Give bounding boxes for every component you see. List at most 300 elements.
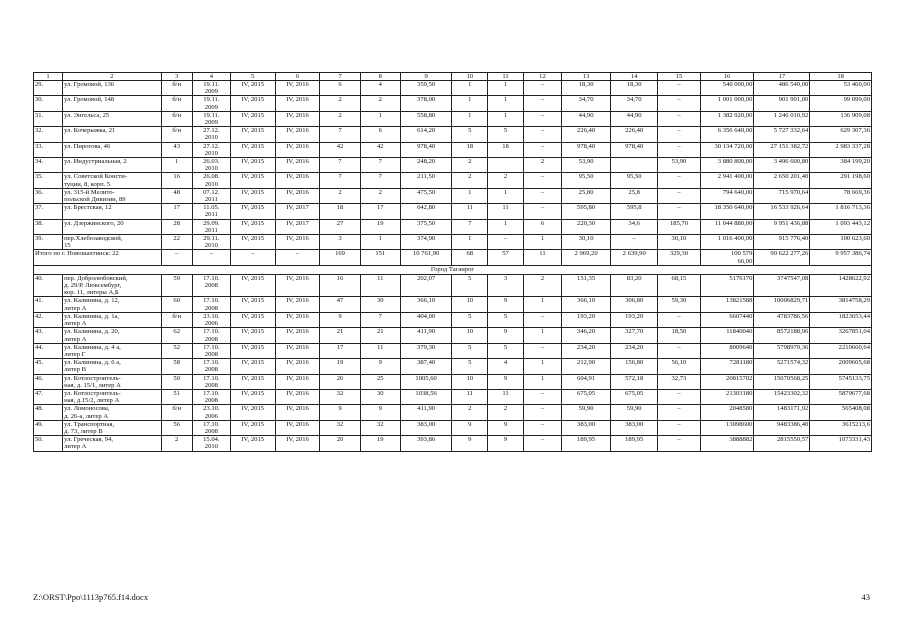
table-cell: –: [658, 420, 701, 435]
total-value-cell: 329,30: [658, 250, 701, 265]
table-cell: 15.04. 2010: [192, 436, 230, 451]
table-cell: 5: [488, 343, 524, 358]
table-cell: 23.10. 2006: [192, 312, 230, 327]
table-cell: 404,00: [400, 312, 451, 327]
table-cell: IV, 2016: [275, 312, 320, 327]
address-cell: ул. Пирогова, 46: [63, 142, 161, 157]
table-row: [34, 96, 872, 111]
table-cell: 59: [161, 274, 192, 297]
table-cell: 11 044 880,00: [700, 219, 754, 234]
table-cell: 41.: [34, 297, 63, 312]
table-cell: 30,10: [561, 235, 610, 250]
table-cell: 16 533 926,64: [754, 204, 810, 219]
table-cell: IV, 2015: [230, 142, 275, 157]
table-cell: 978,40: [611, 142, 658, 157]
table-cell: 220,30: [561, 219, 610, 234]
table-cell: 1: [523, 235, 561, 250]
table-cell: 383,00: [611, 420, 658, 435]
table-cell: 1: [452, 188, 488, 203]
table-cell: 379,30: [400, 343, 451, 358]
table-cell: 19: [360, 219, 400, 234]
table-cell: 2: [523, 274, 561, 297]
table-cell: 32: [360, 420, 400, 435]
table-cell: 234,20: [611, 343, 658, 358]
table-cell: 6607440: [700, 312, 754, 327]
table-cell: 5: [452, 312, 488, 327]
table-cell: 7: [360, 158, 400, 173]
table-cell: 5 727 332,64: [754, 127, 810, 142]
table-cell: 375,50: [400, 219, 451, 234]
table-cell: IV, 2016: [275, 359, 320, 374]
table-row: [34, 235, 872, 250]
table-cell: 30,10: [658, 235, 701, 250]
table-cell: 18,30: [611, 81, 658, 96]
table-cell: IV, 2017: [275, 204, 320, 219]
table-cell: IV, 2015: [230, 374, 275, 389]
table-cell: 9: [320, 312, 360, 327]
table-cell: –: [658, 142, 701, 157]
table-row: [34, 312, 872, 327]
table-cell: 1: [488, 81, 524, 96]
table-cell: 19.11. 2009: [192, 111, 230, 126]
table-cell: б/н: [161, 81, 192, 96]
table-cell: 17: [360, 204, 400, 219]
table-cell: 2 650 201,40: [754, 173, 810, 188]
table-cell: IV, 2015: [230, 235, 275, 250]
table-cell: 25: [360, 374, 400, 389]
table-cell: 13821588: [700, 297, 754, 312]
table-cell: 26.03. 2010: [192, 158, 230, 173]
table-cell: 486 540,00: [754, 81, 810, 96]
column-number-cell: 10: [452, 73, 488, 81]
table-cell: 56: [161, 420, 192, 435]
table-cell: 33.: [34, 142, 63, 157]
table-cell: 17.10. 2008: [192, 297, 230, 312]
column-number-cell: 11: [488, 73, 524, 81]
table-cell: –: [523, 142, 561, 157]
table-cell: 30.: [34, 96, 63, 111]
table-cell: 9: [488, 328, 524, 343]
table-cell: 9: [488, 374, 524, 389]
table-cell: 1: [488, 219, 524, 234]
table-cell: 42: [320, 142, 360, 157]
total-value-cell: –: [275, 250, 320, 265]
table-cell: 1483171,92: [754, 405, 810, 420]
document-table-container: [33, 72, 872, 452]
address-cell: ул. Энгельса, 25: [63, 111, 161, 126]
table-cell: 8572188,96: [754, 328, 810, 343]
column-number-cell: 7: [320, 73, 360, 81]
table-cell: 11: [488, 204, 524, 219]
table-cell: 1: [452, 235, 488, 250]
table-cell: 51: [161, 389, 192, 404]
total-value-cell: 169: [320, 250, 360, 265]
table-row: [34, 158, 872, 173]
address-cell: ул. Калинина, д. 20, литер А: [63, 328, 161, 343]
table-cell: IV, 2017: [275, 219, 320, 234]
table-cell: 100 623,60: [810, 235, 872, 250]
table-cell: 29.09. 2011: [192, 219, 230, 234]
table-cell: 2210660,64: [810, 343, 872, 358]
table-cell: 29.: [34, 81, 63, 96]
table-cell: 9: [320, 405, 360, 420]
address-cell: ул. Котлостроитель- ная, д. 15/1, литер А: [63, 374, 161, 389]
total-value-cell: 100 579 66,00: [700, 250, 754, 265]
table-cell: 18,30: [561, 81, 610, 96]
table-cell: IV, 2016: [275, 158, 320, 173]
table-cell: 38.: [34, 219, 63, 234]
section-title: Город Таганрог: [34, 265, 872, 274]
table-cell: 2815550,57: [754, 436, 810, 451]
total-row: [34, 250, 872, 265]
table-cell: 27.12. 2010: [192, 142, 230, 157]
table-cell: 1: [488, 96, 524, 111]
table-cell: –: [523, 343, 561, 358]
table-cell: 28: [161, 219, 192, 234]
table-cell: 5: [452, 343, 488, 358]
table-cell: 595,80: [561, 204, 610, 219]
table-cell: 1: [523, 297, 561, 312]
table-cell: 383,00: [561, 420, 610, 435]
table-cell: 17.10. 2008: [192, 328, 230, 343]
table-cell: 20: [320, 436, 360, 451]
table-cell: 21: [360, 328, 400, 343]
table-cell: IV, 2015: [230, 96, 275, 111]
address-cell: ул. Громовой, 148: [63, 96, 161, 111]
table-cell: IV, 2016: [275, 328, 320, 343]
column-number-cell: 13: [561, 73, 610, 81]
table-cell: –: [523, 96, 561, 111]
table-cell: 10006829,71: [754, 297, 810, 312]
table-cell: 2: [320, 96, 360, 111]
table-cell: 291 198,60: [810, 173, 872, 188]
table-cell: 25,8: [611, 188, 658, 203]
table-cell: 614,20: [400, 127, 451, 142]
table-cell: 306,80: [611, 297, 658, 312]
table-cell: IV, 2015: [230, 127, 275, 142]
table-cell: 374,90: [400, 235, 451, 250]
table-cell: 1: [488, 111, 524, 126]
table-cell: 19.11. 2009: [192, 81, 230, 96]
table-cell: 17.10. 2008: [192, 274, 230, 297]
table-cell: 53,90: [561, 158, 610, 173]
table-cell: IV, 2015: [230, 328, 275, 343]
table-cell: 47.: [34, 389, 63, 404]
total-value-cell: –: [230, 250, 275, 265]
address-cell: ул. Советской Консти- туции, 8, корп. 5: [63, 173, 161, 188]
table-cell: IV, 2016: [275, 96, 320, 111]
table-cell: 3: [320, 235, 360, 250]
table-cell: 8009640: [700, 343, 754, 358]
table-cell: 6: [360, 127, 400, 142]
table-cell: 32.: [34, 127, 63, 142]
table-cell: 2: [523, 158, 561, 173]
column-number-cell: 12: [523, 73, 561, 81]
table-cell: 3267851,04: [810, 328, 872, 343]
table-row: [34, 127, 872, 142]
table-cell: IV, 2015: [230, 420, 275, 435]
table-cell: 17: [320, 343, 360, 358]
column-number-cell: 4: [192, 73, 230, 81]
table-cell: 44,90: [561, 111, 610, 126]
total-value-cell: 11: [523, 250, 561, 265]
table-cell: IV, 2015: [230, 158, 275, 173]
table-cell: 1: [452, 111, 488, 126]
table-row: [34, 405, 872, 420]
table-cell: 2009605,68: [810, 359, 872, 374]
housing-program-table: [33, 72, 872, 452]
table-cell: IV, 2016: [275, 111, 320, 126]
table-cell: IV, 2016: [275, 374, 320, 389]
table-cell: 36.: [34, 188, 63, 203]
table-cell: IV, 2015: [230, 359, 275, 374]
address-cell: пер.Хлебозаводской, 15: [63, 235, 161, 250]
table-cell: 62: [161, 328, 192, 343]
table-cell: 34,70: [611, 96, 658, 111]
table-cell: 2: [452, 405, 488, 420]
table-cell: 1: [452, 96, 488, 111]
table-cell: 604,91: [561, 374, 610, 389]
table-cell: 17.10. 2008: [192, 343, 230, 358]
table-cell: 60: [161, 297, 192, 312]
address-cell: ул. Громовой, 136: [63, 81, 161, 96]
table-cell: 29.11. 2010: [192, 235, 230, 250]
table-cell: 715 970,64: [754, 188, 810, 203]
table-cell: 34,70: [561, 96, 610, 111]
table-cell: 49.: [34, 420, 63, 435]
table-cell: 9 951 436,88: [754, 219, 810, 234]
table-cell: IV, 2015: [230, 219, 275, 234]
table-cell: 35.: [34, 173, 63, 188]
table-cell: 9: [452, 436, 488, 451]
table-cell: 2048580: [700, 405, 754, 420]
table-cell: IV, 2016: [275, 436, 320, 451]
table-cell: –: [658, 312, 701, 327]
total-value-cell: 90 622 277,26: [754, 250, 810, 265]
table-cell: 53 460,00: [810, 81, 872, 96]
table-cell: б/н: [161, 312, 192, 327]
table-cell: 48: [161, 188, 192, 203]
table-cell: 411,90: [400, 405, 451, 420]
table-cell: 1 382 920,00: [700, 111, 754, 126]
table-cell: 540 000,00: [700, 81, 754, 96]
table-cell: 18,50: [658, 328, 701, 343]
table-body: [34, 73, 872, 452]
table-cell: 99 099,00: [810, 96, 872, 111]
table-cell: 47: [320, 297, 360, 312]
table-row: [34, 359, 872, 374]
total-value-cell: 9 957 386,74: [810, 250, 872, 265]
table-cell: 475,50: [400, 188, 451, 203]
table-row: [34, 343, 872, 358]
table-cell: 193,20: [561, 312, 610, 327]
table-cell: 11: [360, 274, 400, 297]
table-cell: 32: [320, 420, 360, 435]
table-row: [34, 420, 872, 435]
table-cell: 629 307,36: [810, 127, 872, 142]
table-cell: 50.: [34, 436, 63, 451]
table-cell: IV, 2015: [230, 297, 275, 312]
table-cell: 2: [488, 405, 524, 420]
table-cell: –: [658, 389, 701, 404]
address-cell: ул. Брестская, 12: [63, 204, 161, 219]
table-cell: 15423302,32: [754, 389, 810, 404]
table-cell: 26.08. 2010: [192, 173, 230, 188]
table-cell: 34.: [34, 158, 63, 173]
table-cell: –: [658, 188, 701, 203]
table-cell: –: [523, 312, 561, 327]
table-cell: 59,90: [611, 405, 658, 420]
column-number-cell: 16: [700, 73, 754, 81]
table-cell: 68,15: [658, 274, 701, 297]
table-cell: 95,50: [611, 173, 658, 188]
table-cell: 07.12. 2011: [192, 188, 230, 203]
table-cell: 31.: [34, 111, 63, 126]
table-cell: 17.10. 2008: [192, 389, 230, 404]
table-cell: 59,30: [658, 297, 701, 312]
address-cell: ул. Кочерыжка, 21: [63, 127, 161, 142]
total-value-cell: 2 969,20: [561, 250, 610, 265]
address-cell: ул. Транспортная, д. 73, литер В: [63, 420, 161, 435]
table-cell: 10: [452, 328, 488, 343]
table-cell: 5: [452, 127, 488, 142]
table-cell: 595,8: [611, 204, 658, 219]
table-cell: 3 496 600,80: [754, 158, 810, 173]
column-number-cell: 14: [611, 73, 658, 81]
table-cell: 1 001 000,00: [700, 96, 754, 111]
table-cell: 95,50: [561, 173, 610, 188]
table-cell: 1005,60: [400, 374, 451, 389]
table-cell: 383,00: [400, 420, 451, 435]
table-cell: 20815702: [700, 374, 754, 389]
table-cell: 211,50: [400, 173, 451, 188]
table-cell: 21: [320, 328, 360, 343]
table-cell: 5: [452, 274, 488, 297]
column-number-row: [34, 73, 872, 81]
table-row: [34, 142, 872, 157]
table-cell: 9: [360, 405, 400, 420]
table-cell: IV, 2016: [275, 297, 320, 312]
table-cell: 7: [452, 219, 488, 234]
table-row: [34, 328, 872, 343]
table-cell: IV, 2015: [230, 389, 275, 404]
table-cell: 1: [161, 158, 192, 173]
address-cell: ул. Дзержинского, 20: [63, 219, 161, 234]
table-cell: 42.: [34, 312, 63, 327]
address-cell: ул. Индустриальная, 2: [63, 158, 161, 173]
total-value-cell: 151: [360, 250, 400, 265]
table-row: [34, 111, 872, 126]
table-cell: 17.10. 2008: [192, 420, 230, 435]
table-cell: 5176170: [700, 274, 754, 297]
table-cell: 2: [488, 173, 524, 188]
table-cell: 234,20: [561, 343, 610, 358]
table-cell: 22: [161, 235, 192, 250]
table-cell: 11840040: [700, 328, 754, 343]
table-cell: 136 909,08: [810, 111, 872, 126]
table-cell: 9: [360, 359, 400, 374]
table-cell: 151,35: [561, 274, 610, 297]
table-cell: 6: [523, 219, 561, 234]
table-cell: 978,40: [400, 142, 451, 157]
table-cell: 39.: [34, 235, 63, 250]
column-number-cell: 8: [360, 73, 400, 81]
table-cell: 2: [360, 96, 400, 111]
table-cell: IV, 2016: [275, 274, 320, 297]
table-cell: 5: [488, 312, 524, 327]
table-cell: 32,73: [658, 374, 701, 389]
table-cell: 359,50: [400, 81, 451, 96]
table-cell: [488, 158, 524, 173]
address-cell: ул. Ломоносова, д. 26-а, литер А: [63, 405, 161, 420]
table-cell: 83,20: [611, 274, 658, 297]
table-cell: IV, 2015: [230, 436, 275, 451]
table-cell: IV, 2016: [275, 405, 320, 420]
table-cell: 2: [320, 188, 360, 203]
table-cell: 42: [360, 142, 400, 157]
table-cell: 5: [452, 359, 488, 374]
table-cell: 43.: [34, 328, 63, 343]
table-cell: 30: [360, 297, 400, 312]
table-cell: 1823653,44: [810, 312, 872, 327]
table-cell: 2 941 400,00: [700, 173, 754, 188]
table-cell: 46.: [34, 374, 63, 389]
table-cell: –: [523, 420, 561, 435]
table-cell: 202,07: [400, 274, 451, 297]
total-value-cell: 2 639,90: [611, 250, 658, 265]
table-cell: 17: [161, 204, 192, 219]
table-cell: –: [658, 96, 701, 111]
table-cell: 19.11. 2009: [192, 96, 230, 111]
table-cell: 78 669,36: [810, 188, 872, 203]
table-row: [34, 297, 872, 312]
table-cell: IV, 2016: [275, 142, 320, 157]
table-cell: IV, 2015: [230, 312, 275, 327]
table-cell: IV, 2015: [230, 274, 275, 297]
table-cell: 5798979,36: [754, 343, 810, 358]
table-cell: 193,20: [611, 312, 658, 327]
table-cell: 40.: [34, 274, 63, 297]
table-cell: 9: [452, 420, 488, 435]
column-number-cell: 3: [161, 73, 192, 81]
table-cell: 7: [320, 158, 360, 173]
table-cell: 1: [360, 111, 400, 126]
address-cell: ул. Калинина, д. 1а, литер А: [63, 312, 161, 327]
table-cell: 212,90: [561, 359, 610, 374]
table-cell: 5: [488, 127, 524, 142]
table-row: [34, 204, 872, 219]
table-cell: 366,10: [561, 297, 610, 312]
table-cell: IV, 2015: [230, 111, 275, 126]
table-cell: 3814758,29: [810, 297, 872, 312]
table-cell: 901 901,00: [754, 96, 810, 111]
total-value-cell: –: [161, 250, 192, 265]
table-cell: 384 199,20: [810, 158, 872, 173]
table-cell: 26: [320, 374, 360, 389]
table-cell: 18 350 640,00: [700, 204, 754, 219]
table-cell: 15070568,25: [754, 374, 810, 389]
table-cell: 1 816 713,36: [810, 204, 872, 219]
footer-file-path: Z:\ORST\Ppo\1113p765.f14.docx: [33, 592, 149, 602]
table-cell: 11: [488, 389, 524, 404]
table-cell: б/н: [161, 111, 192, 126]
table-cell: 18: [452, 142, 488, 157]
table-cell: 327,70: [611, 328, 658, 343]
table-cell: 19: [320, 359, 360, 374]
table-cell: –: [523, 436, 561, 451]
table-cell: 10: [452, 374, 488, 389]
table-cell: IV, 2015: [230, 343, 275, 358]
